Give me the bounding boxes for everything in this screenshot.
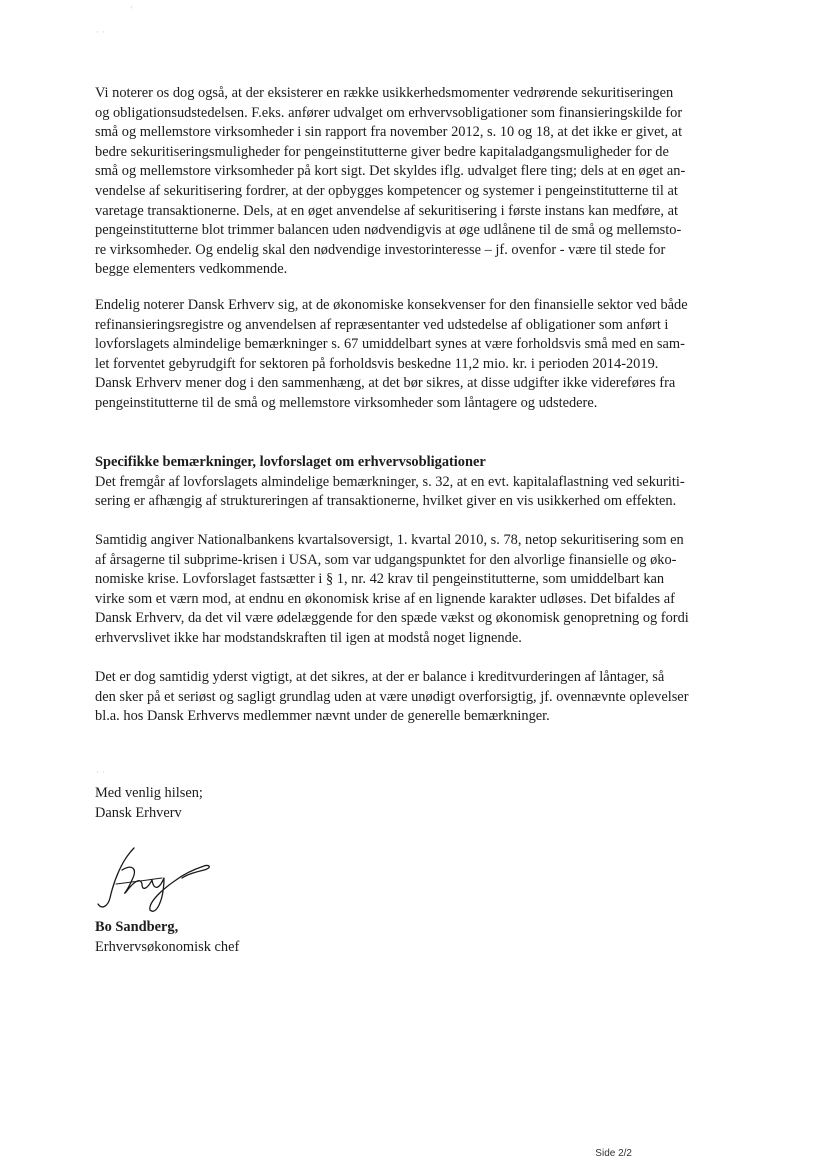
text-line: Endelig noterer Dansk Erhverv sig, at de økonomiske konsekvenser for den finansielle sektor ved både	[95, 297, 688, 313]
paragraph-economic-consequences	[95, 296, 735, 414]
handwritten-signature	[92, 840, 222, 920]
signer-block	[95, 918, 239, 957]
text-line: Samtidig angiver Nationalbankens kvartalsoversigt, 1. kvartal 2010, s. 78, netop sekuritisering som en	[95, 532, 684, 548]
closing-organization: Dansk Erhverv	[95, 804, 182, 821]
text-line: virke som et værn mod, at endnu en økonomisk krise af en lignende karakter udløses. Det bifaldes af	[95, 590, 675, 607]
text-line: små og mellemstore virksomheder i sin rapport fra november 2012, s. 10 og 18, at det ikke er givet, at	[95, 124, 683, 141]
text-line: nomiske krise. Lovforslaget fastsætter i § 1, nr. 42 krav til pengeinstitutterne, som umiddelbart kan	[95, 571, 665, 588]
text-line: erhvervslivet ikke har modstandskraften til igen at modstå noget lignende.	[95, 629, 522, 646]
scan-speck: · ·	[96, 28, 105, 38]
closing-greeting: Med venlig hilsen;	[95, 785, 203, 801]
paragraph-nationalbank-review	[95, 531, 735, 649]
closing-block	[95, 784, 203, 823]
text-line: og obligationsudstedelsen. F.eks. anfører udvalget om erhvervsobligationer som finansieringskilde for	[95, 104, 683, 121]
text-line: bedre sekuritiseringsmuligheder for pengeinstitutterne giver bedre kapitaladgangsmuligheder for de	[95, 143, 669, 160]
text-line: begge elementers vedkommende.	[95, 261, 288, 278]
text-line: Det fremgår af lovforslagets almindelige bemærkninger, s. 32, at en evt. kapitalaflastning ved sekuriti-	[95, 473, 685, 490]
text-line: re virksomheder. Og endelig skal den nødvendige investorinteresse – jf. ovenfor - være til stede for	[95, 241, 666, 258]
text-line: pengeinstitutterne blot trimmer balancen uden nødvendigvis at øge udlånene til de små og mellemsto-	[95, 222, 682, 239]
text-line: let forventet gebyrudgift for sektoren på forholdsvis beskedne 11,2 mio. kr. i perioden 2014-2019.	[95, 355, 659, 372]
text-line: af årsagerne til subprime-krisen i USA, som var udgangspunktet for den alvorlige finansielle og øko-	[95, 551, 677, 568]
signer-title: Erhvervsøkonomisk chef	[95, 938, 240, 955]
text-line: vendelse af sekuritisering fordrer, at der opbygges kompetencer og systemer i pengeinstitutterne til at	[95, 182, 678, 199]
text-line: Det er dog samtidig yderst vigtigt, at det sikres, at der er balance i kreditvurderingen af låntager, så	[95, 669, 665, 685]
text-line: Vi noterer os dog også, at der eksisterer en række usikkerhedsmomenter vedrørende sekuritiseringen	[95, 85, 674, 101]
text-line: bl.a. hos Dansk Erhvervs medlemmer nævnt under de generelle bemærkninger.	[95, 708, 550, 725]
section-specific-remarks	[95, 453, 735, 512]
text-line: Dansk Erhverv, da det vil være ødelæggende for den spæde vækst og økonomisk genopretning og fordi	[95, 610, 689, 627]
scan-speck: · ·	[96, 768, 105, 778]
text-line: den sker på et seriøst og sagligt grundlag uden at være unødigt overforsigtig, jf. ovennævnte oplevelser	[95, 688, 689, 705]
text-line: pengeinstitutterne til de små og mellemstore virksomheder som låntagere og udstedere.	[95, 394, 598, 411]
page-number: Side 2/2	[595, 1148, 632, 1159]
paragraph-credit-balance	[95, 668, 735, 727]
text-line: sering er afhængig af struktureringen af transaktionerne, hvilket giver en vis usikkerhed om effekten.	[95, 493, 677, 510]
paragraph-securitization-uncertainty	[95, 84, 735, 280]
scan-speck: ˈ	[130, 6, 133, 16]
section-heading: Specifikke bemærkninger, lovforslaget om erhvervsobligationer	[95, 454, 486, 470]
text-line: lovforslagets almindelige bemærkninger s. 67 umiddelbart synes at være forholdsvis små med en sam-	[95, 336, 685, 353]
text-line: små og mellemstore virksomheder på kort sigt. Det skyldes iflg. udvalget flere ting; dels at en øget an-	[95, 163, 686, 180]
text-line: refinansieringsregistre og anvendelsen af repræsentanter ved udstedelse af obligationer som anført i	[95, 316, 669, 333]
text-line: varetage transaktionerne. Dels, at en øget anvendelse af sekuritisering i første instans kan medføre, at	[95, 202, 679, 219]
text-line: Dansk Erhverv mener dog i den sammenhæng, at det bør sikres, at disse udgifter ikke videreføres fra	[95, 375, 676, 392]
signer-name: Bo Sandberg,	[95, 919, 179, 935]
